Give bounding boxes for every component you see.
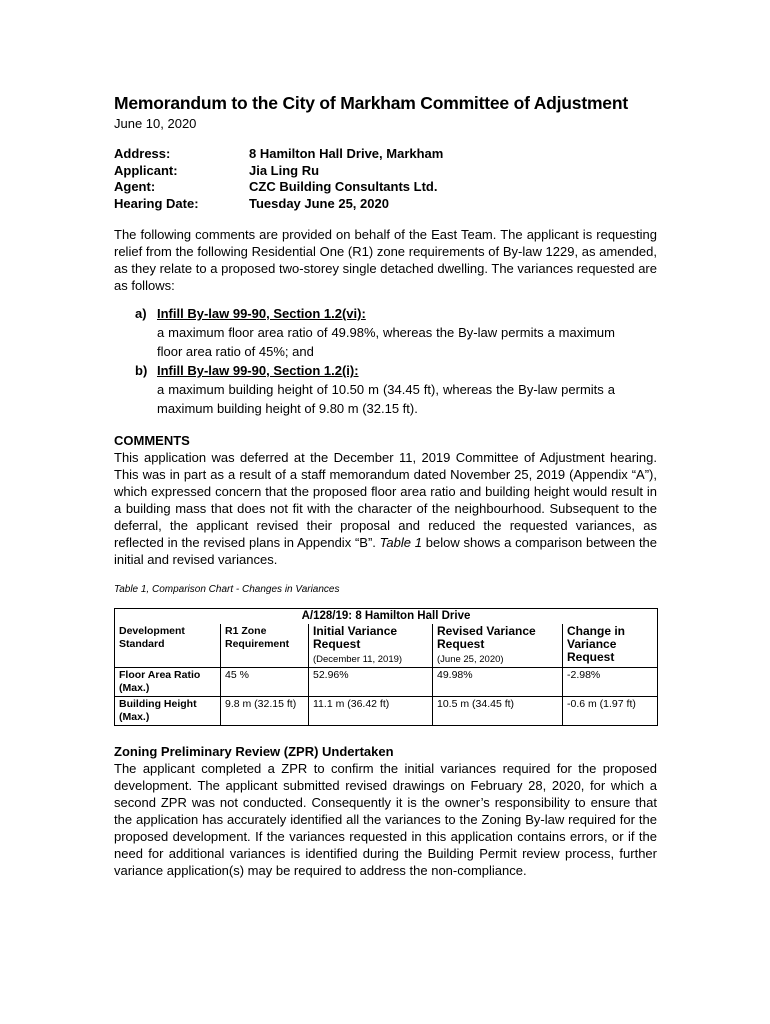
variance-text: a maximum floor area ratio of 49.98%, whereas the By-law permits a maximum floor area ratio of 45%; and bbox=[157, 325, 615, 359]
cell-change: -0.6 m (1.97 ft) bbox=[563, 697, 658, 726]
meta-row-agent bbox=[114, 179, 657, 196]
meta-row-applicant bbox=[114, 163, 657, 180]
header-revised-date: (June 25, 2020) bbox=[433, 652, 563, 668]
variance-body bbox=[157, 361, 615, 418]
variance-list bbox=[114, 304, 657, 418]
header-revised: Revised Variance Request bbox=[433, 624, 563, 652]
meta-value: CZC Building Consultants Ltd. bbox=[249, 179, 438, 194]
table-title: A/128/19: 8 Hamilton Hall Drive bbox=[115, 609, 658, 625]
cell-r1: 45 % bbox=[221, 668, 309, 697]
table-row bbox=[115, 668, 658, 697]
variance-letter: b) bbox=[135, 363, 148, 378]
cell-revised: 10.5 m (34.45 ft) bbox=[433, 697, 563, 726]
meta-key: Agent: bbox=[114, 179, 156, 194]
comments-text-end: below shows a comparison between the initial and revised variances. bbox=[114, 535, 658, 567]
zpr-paragraph: The applicant completed a ZPR to confirm the initial variances required for the proposed development. The applicant submitted revised drawings on February 28, 2020, for which a second ZPR was not conducted. Consequently it is the owner’s responsibility to ensure that the application has accurately identified all the variances to the Zoning By-law required for the proposed development. If the variances requested in this application contains errors, or if the need for additional variances is identified during the Building Permit review process, further variance application(s) may be required to address the non-compliance. bbox=[114, 761, 657, 878]
variance-letter: a) bbox=[135, 306, 147, 321]
cell-initial: 11.1 m (36.42 ft) bbox=[309, 697, 433, 726]
meta-key: Hearing Date: bbox=[114, 195, 199, 211]
table-title-row bbox=[115, 609, 658, 625]
comments-heading: COMMENTS bbox=[114, 433, 190, 448]
header-change: Change in Variance Request bbox=[563, 624, 658, 668]
table-header-row bbox=[115, 624, 658, 652]
cell-standard: Building Height (Max.) bbox=[115, 697, 221, 726]
cell-initial: 52.96% bbox=[309, 668, 433, 697]
memo-title: Memorandum to the City of Markham Committee of Adjustment bbox=[114, 93, 628, 113]
variance-item bbox=[114, 361, 657, 418]
memo-date: June 10, 2020 bbox=[114, 116, 197, 131]
table-caption: Table 1, Comparison Chart - Changes in Variances bbox=[114, 584, 340, 595]
variance-heading: Infill By-law 99-90, Section 1.2(i): bbox=[157, 363, 359, 378]
memo-page bbox=[114, 92, 657, 879]
meta-key: Address: bbox=[114, 146, 171, 161]
cell-r1: 9.8 m (32.15 ft) bbox=[221, 697, 309, 726]
variance-heading: Infill By-law 99-90, Section 1.2(vi): bbox=[157, 306, 366, 321]
header-initial: Initial Variance Request bbox=[309, 624, 433, 652]
meta-row-hearing-date bbox=[114, 196, 657, 213]
variance-text: a maximum building height of 10.50 m (34.45 ft), whereas the By-law permits a maximum building height of 9.80 m (32.15 ft). bbox=[157, 382, 615, 416]
comments-text: This application was deferred at the December 11, 2019 Committee of Adjustment hearing. This was in part as a result of a staff memorandum dated November 25, 2019 (Appendix “A”), which expressed concern that the proposed floor area ratio and building height would result in a building mass that does not fit with the character of the neighbourhood. Subsequent to the deferral, the applicant revised their proposal and reduced the requested variances, as reflected in the revised plans in Appendix “B”. bbox=[114, 450, 657, 550]
meta-key: Applicant: bbox=[114, 162, 178, 178]
cell-revised: 49.98% bbox=[433, 668, 563, 697]
intro-paragraph: The following comments are provided on behalf of the East Team. The applicant is requesting relief from the following Residential One (R1) zone requirements of By-law 1229, as amended, as they relate to a proposed two-storey single detached dwelling. The variances requested are as follows: bbox=[114, 227, 657, 293]
header-standard: Development Standard bbox=[115, 624, 221, 668]
meta-value: 8 Hamilton Hall Drive, Markham bbox=[249, 146, 444, 161]
variance-body bbox=[157, 304, 615, 361]
comments-paragraph bbox=[114, 449, 657, 568]
table-row bbox=[115, 697, 658, 726]
header-r1: R1 Zone Requirement bbox=[221, 624, 309, 668]
meta-value: Tuesday June 25, 2020 bbox=[249, 195, 389, 211]
meta-row-address bbox=[114, 146, 657, 163]
cell-standard: Floor Area Ratio (Max.) bbox=[115, 668, 221, 697]
meta-value: Jia Ling Ru bbox=[249, 162, 320, 178]
meta-block bbox=[114, 146, 657, 212]
cell-change: -2.98% bbox=[563, 668, 658, 697]
header-initial-date: (December 11, 2019) bbox=[309, 652, 433, 668]
zpr-heading: Zoning Preliminary Review (ZPR) Undertaken bbox=[114, 744, 394, 759]
variance-item bbox=[114, 304, 657, 361]
comparison-table bbox=[114, 608, 658, 726]
table-reference: Table 1 bbox=[379, 535, 422, 550]
